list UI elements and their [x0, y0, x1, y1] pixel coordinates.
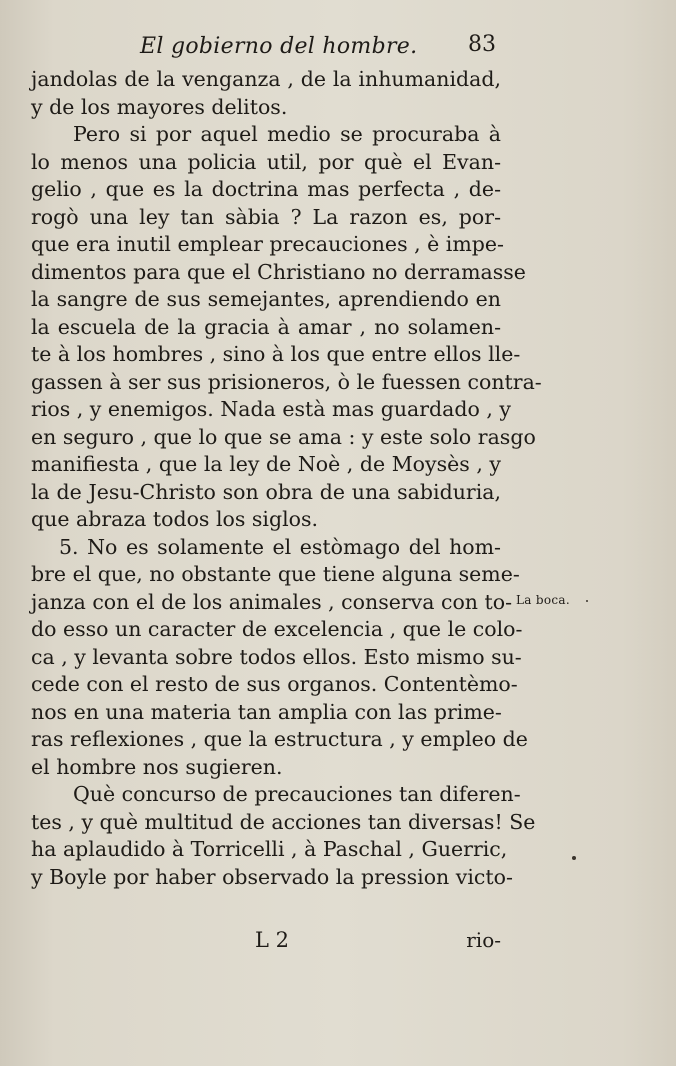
signature-mark: L 2: [255, 928, 289, 952]
text-line: y Boyle por haber observado la pression victo-: [31, 864, 513, 889]
ink-speck: [572, 856, 576, 860]
text-line: janza con el de los animales , conserva con to-: [31, 589, 513, 614]
text-line: rogò una ley tan sàbia ? La razon es, por-: [31, 204, 501, 229]
running-head: El gobierno del hombre.: [140, 34, 418, 59]
text-line: que abraza todos los siglos.: [31, 507, 319, 531]
text-line: que era inutil emplear precauciones , è impe-: [31, 232, 504, 256]
text-line: do esso un caracter de excelencia , que le colo-: [31, 617, 523, 641]
text-line: la escuela de la gracia à amar , no solamen-: [31, 314, 501, 339]
catchword: rio-: [466, 928, 501, 952]
body-text: [31, 66, 542, 891]
text-line: nos en una materia tan amplia con las prime-: [31, 699, 502, 724]
page-header: [28, 34, 516, 68]
text-line: y de los mayores delitos.: [31, 94, 288, 119]
text-line: bre el que, no obstante que tiene alguna seme-: [31, 562, 520, 586]
text-line: Què concurso de precauciones tan diferen-: [73, 782, 521, 806]
text-line: lo menos una policia util, por què el Evan-: [31, 149, 501, 174]
text-line: cede con el resto de sus organos. Contentèmo-: [31, 672, 518, 696]
text-line: tes , y què multitud de acciones tan diversas! Se: [31, 809, 536, 834]
ink-speck: [586, 600, 588, 602]
text-line: la sangre de sus semejantes, aprendiendo en: [31, 287, 501, 311]
text-line: gelio , que es la doctrina mas perfecta , de-: [31, 177, 501, 201]
text-line: Pero si por aquel medio se procuraba à: [73, 122, 501, 146]
text-line: la de Jesu-Christo son obra de una sabiduria,: [31, 479, 501, 504]
text-line: ca , y levanta sobre todos ellos. Esto mismo su-: [31, 644, 522, 669]
text-line: ras reflexiones , que la estructura , y empleo de: [31, 727, 528, 751]
page-number: 83: [468, 32, 496, 57]
text-line: en seguro , que lo que se ama : y este solo rasgo: [31, 424, 536, 449]
text-line: rios , y enemigos. Nada està mas guardado , y: [31, 397, 511, 421]
text-line: dimentos para que el Christiano no derramasse: [31, 259, 526, 284]
section-start-line: 5. No es solamente el estòmago del hom-: [59, 534, 501, 559]
text-line: te à los hombres , sino à los que entre ellos lle-: [31, 342, 521, 366]
text-line: jandolas de la venganza , de la inhumanidad,: [31, 67, 501, 91]
text-line: manifiesta , que la ley de Noè , de Moysès , y: [31, 452, 501, 476]
text-line: gassen à ser sus prisioneros, ò le fuessen contra-: [31, 369, 542, 394]
marginal-note: La boca.: [516, 593, 570, 607]
text-line: ha aplaudido à Torricelli , à Paschal , Guerric,: [31, 837, 508, 861]
page-footer: [31, 928, 501, 958]
text-line: el hombre nos sugieren.: [31, 754, 283, 779]
